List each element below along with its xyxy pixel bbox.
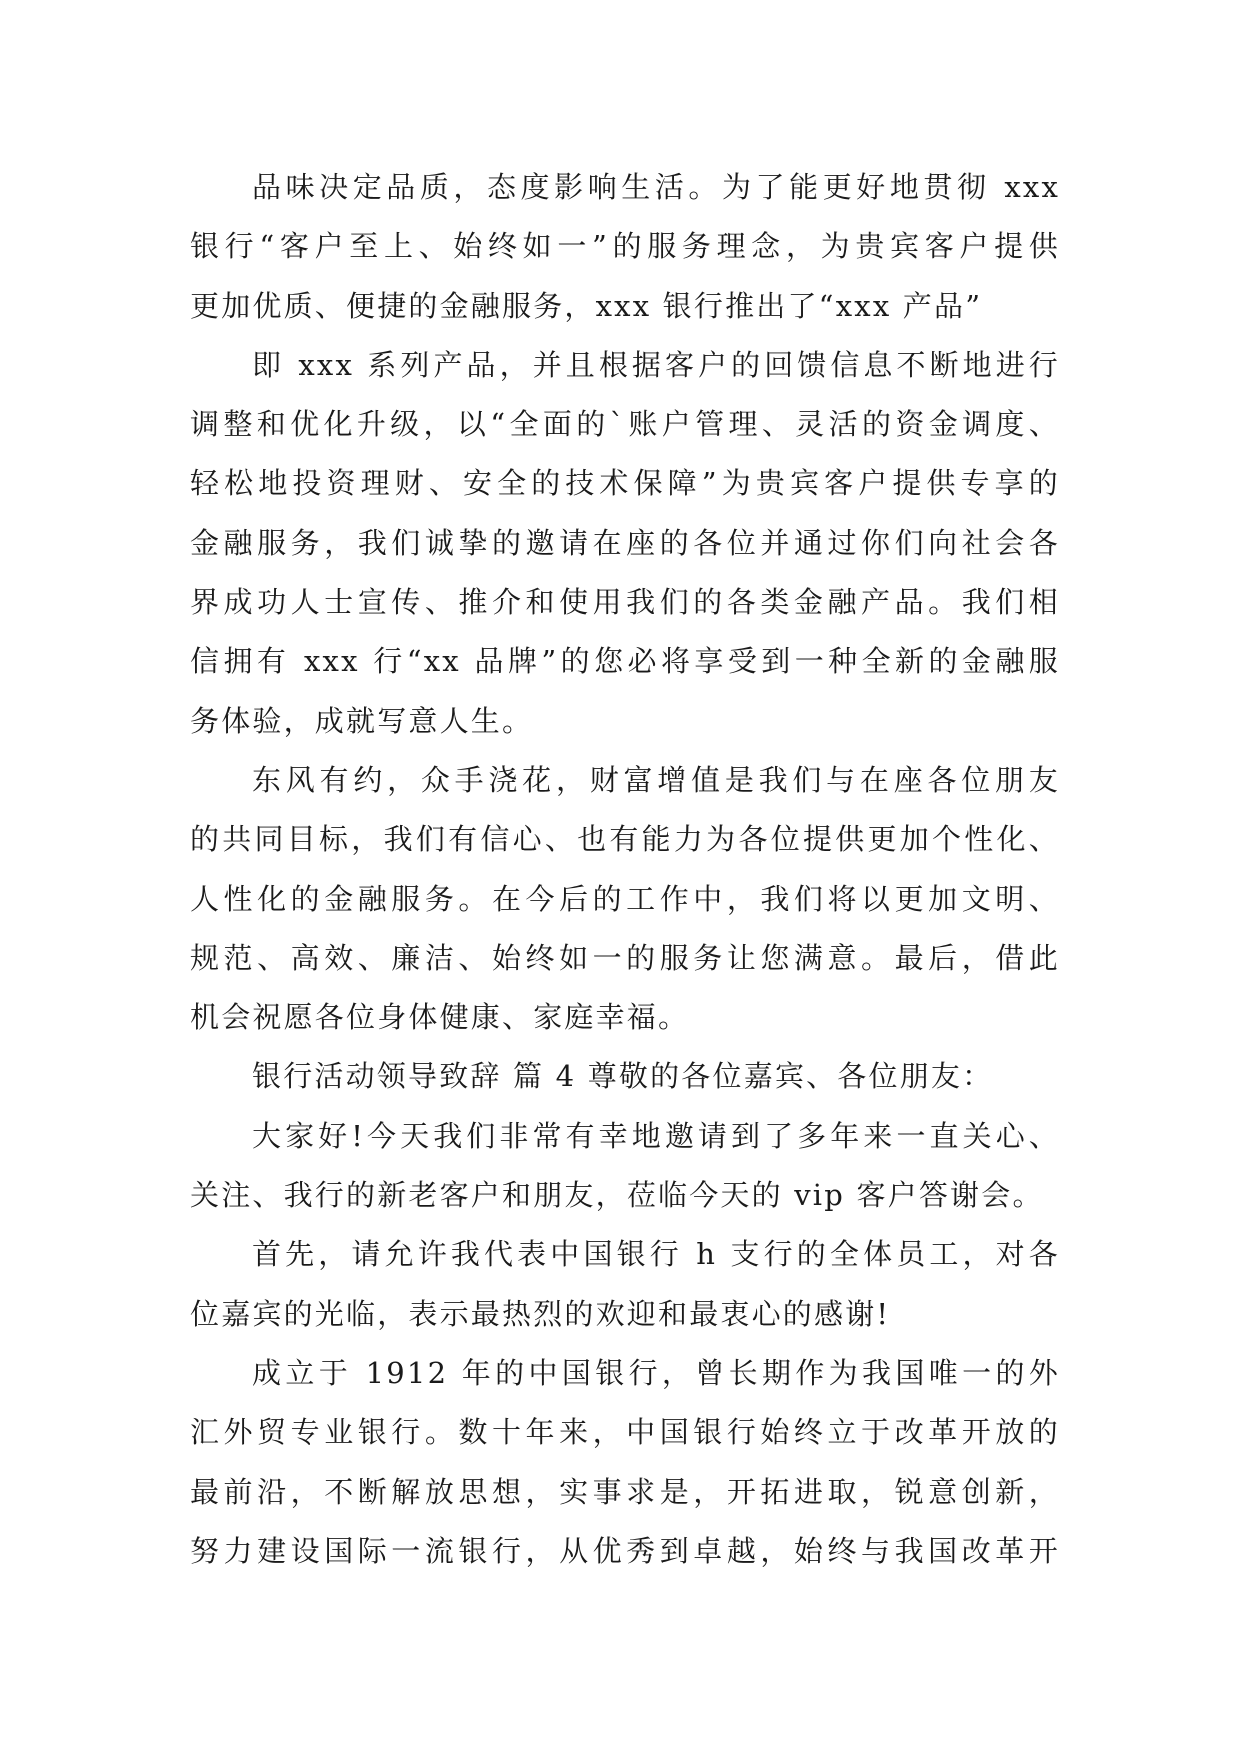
text-line: 成立于 1912 年的中国银行，曾长期作为我国唯一的外: [252, 1355, 1060, 1390]
text-line: 金融服务，我们诚挚的邀请在座的各位并通过你们向社会各: [190, 525, 1060, 560]
text-line: 东风有约，众手浇花，财富增值是我们与在座各位朋友: [252, 762, 1060, 797]
text-line: 机会祝愿各位身体健康、家庭幸福。: [190, 1000, 690, 1035]
text-line: 界成功人士宣传、推介和使用我们的各类金融产品。我们相: [190, 585, 1060, 620]
text-line: 最前沿，不断解放思想，实事求是，开拓进取，锐意创新，: [190, 1474, 1060, 1509]
text-line: 大家好!今天我们非常有幸地邀请到了多年来一直关心、: [252, 1118, 1060, 1153]
text-line: 的共同目标，我们有信心、也有能力为各位提供更加个性化、: [190, 822, 1060, 857]
text-line: 位嘉宾的光临，表示最热烈的欢迎和最衷心的感谢!: [190, 1296, 891, 1331]
text-line: 汇外贸专业银行。数十年来，中国银行始终立于改革开放的: [190, 1415, 1060, 1450]
text-line: 银行“客户至上、始终如一”的服务理念，为贵宾客户提供: [190, 229, 1060, 264]
text-line: 品味决定品质，态度影响生活。为了能更好地贯彻 xxx: [252, 170, 1060, 204]
text-line: 规范、高效、廉洁、始终如一的服务让您满意。最后，借此: [190, 940, 1060, 975]
text-line: 人性化的金融服务。在今后的工作中，我们将以更加文明、: [190, 881, 1060, 916]
text-line: 调整和优化升级，以“全面的`账户管理、灵活的资金调度、: [190, 407, 1060, 442]
text-line: 首先，请允许我代表中国银行 h 支行的全体员工，对各: [252, 1237, 1060, 1272]
text-line: 努力建设国际一流银行，从优秀到卓越，始终与我国改革开: [190, 1533, 1060, 1568]
document-body: [190, 158, 1060, 1581]
text-line: 信拥有 xxx 行“xx 品牌”的您必将享受到一种全新的金融服: [190, 644, 1060, 679]
text-line: 务体验，成就写意人生。: [190, 703, 534, 738]
text-line: 更加优质、便捷的金融服务，xxx 银行推出了“xxx 产品”: [190, 288, 983, 323]
text-line: 银行活动领导致辞 篇 4 尊敬的各位嘉宾、各位朋友：: [252, 1059, 994, 1094]
text-line: 关注、我行的新老客户和朋友，莅临今天的 vip 客户答谢会。: [190, 1178, 1044, 1213]
text-line: 即 xxx 系列产品，并且根据客户的回馈信息不断地进行: [252, 347, 1060, 382]
text-line: 轻松地投资理财、安全的技术保障”为贵宾客户提供专享的: [190, 466, 1060, 501]
